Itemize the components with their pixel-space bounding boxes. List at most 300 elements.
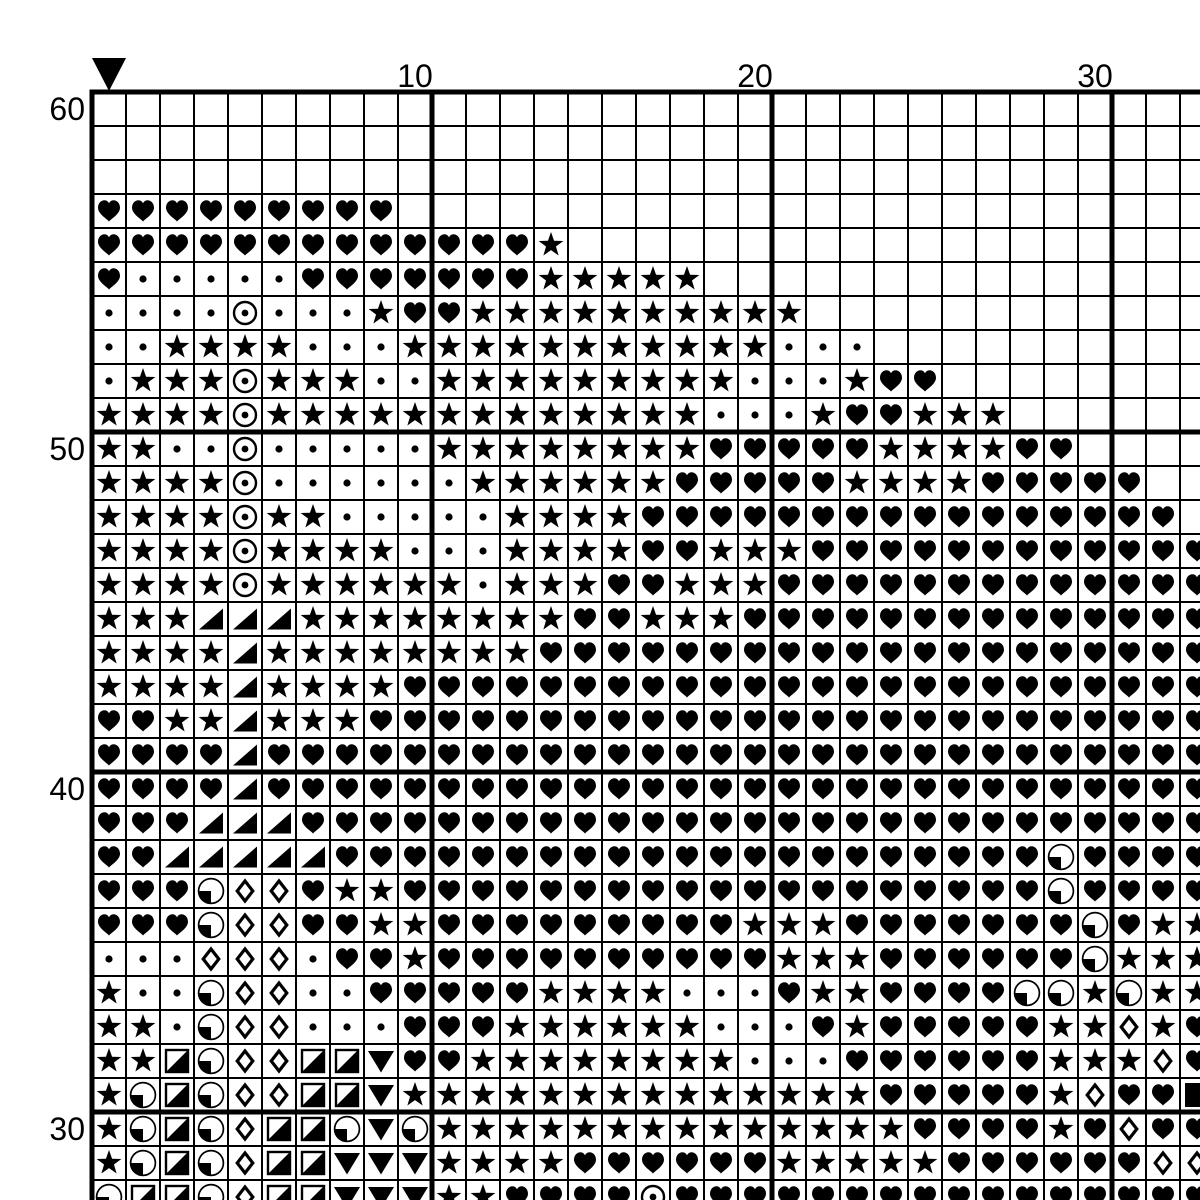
star-icon [335,878,360,902]
star-icon [199,538,224,562]
heart-icon [1050,948,1072,969]
heart-icon [370,710,392,731]
heart-icon [676,1152,698,1173]
heart-icon [880,608,902,629]
star-icon [471,1116,496,1140]
heart-icon [710,914,732,935]
star-icon [879,1150,904,1174]
circle-lower-left-quarter-icon [1049,981,1074,1006]
heart-icon [404,710,426,731]
heart-icon [1152,744,1174,765]
heart-icon [132,812,154,833]
star-icon [301,708,326,732]
lower-right-triangle-icon [199,813,223,834]
star-icon [369,912,394,936]
star-icon [267,538,292,562]
star-icon [403,402,428,426]
circle-lower-left-quarter-icon [1083,913,1108,938]
star-icon [811,402,836,426]
small-dot-icon [309,309,316,316]
heart-icon [166,234,188,255]
star-icon [641,1048,666,1072]
heart-icon [302,880,324,901]
down-triangle-icon [368,1119,394,1141]
star-icon [301,572,326,596]
heart-icon [1118,846,1140,867]
heart-icon [948,812,970,833]
circled-dot-icon [234,574,256,596]
star-icon [573,300,598,324]
star-icon [165,470,190,494]
star-icon [539,538,564,562]
star-icon [199,674,224,698]
star-icon [131,1014,156,1038]
heart-icon [438,676,460,697]
heart-icon [404,302,426,323]
heart-icon [812,812,834,833]
row-label: 40 [49,771,85,807]
heart-icon [914,778,936,799]
star-icon [1049,1014,1074,1038]
small-dot-icon [309,989,316,996]
small-dot-icon [105,343,112,350]
heart-icon [914,1186,936,1200]
heart-icon [846,506,868,527]
heart-icon [574,710,596,731]
heart-icon [948,676,970,697]
lower-right-triangle-icon [233,609,257,630]
star-icon [777,538,802,562]
star-icon [709,1048,734,1072]
heart-icon [370,812,392,833]
small-dot-icon [173,309,180,316]
star-icon [539,470,564,494]
star-icon [369,538,394,562]
heart-icon [1084,676,1106,697]
star-icon [675,1082,700,1106]
heart-icon [166,778,188,799]
heart-icon [574,1152,596,1173]
heart-icon [370,268,392,289]
star-icon [437,1150,462,1174]
small-dot-icon [751,377,758,384]
star-icon [675,436,700,460]
heart-icon [948,744,970,765]
heart-icon [1084,710,1106,731]
heart-icon [710,642,732,663]
heart-icon [132,778,154,799]
circled-dot-icon [234,506,256,528]
heart-icon [1118,608,1140,629]
heart-icon [1118,574,1140,595]
small-dot-icon [819,343,826,350]
heart-icon [608,710,630,731]
heart-icon [744,642,766,663]
heart-icon [1118,914,1140,935]
heart-icon [642,540,664,561]
heart-icon [1050,642,1072,663]
heart-icon [778,982,800,1003]
star-icon [471,300,496,324]
heart-icon [812,540,834,561]
heart-icon [982,1050,1004,1071]
star-icon [369,402,394,426]
star-icon [165,708,190,732]
star-icon [505,1116,530,1140]
heart-icon [166,744,188,765]
heart-icon [778,744,800,765]
diamond-outline-icon [1121,1119,1137,1139]
star-icon [743,912,768,936]
star-icon [743,1116,768,1140]
diamond-outline-icon [237,881,253,901]
heart-icon [710,948,732,969]
heart-icon [1152,1084,1174,1105]
star-icon [131,368,156,392]
diamond-outline-icon [237,915,253,935]
heart-icon [302,234,324,255]
star-icon [573,436,598,460]
heart-icon [472,880,494,901]
star-icon [743,538,768,562]
heart-icon [1186,1118,1200,1139]
star-icon [1117,946,1142,970]
heart-icon [812,1186,834,1200]
heart-icon [1016,812,1038,833]
heart-icon [98,812,120,833]
heart-icon [132,880,154,901]
heart-icon [710,880,732,901]
circled-dot-icon [234,302,256,324]
down-triangle-icon [368,1187,394,1200]
small-dot-icon [105,377,112,384]
heart-icon [982,710,1004,731]
star-icon [845,368,870,392]
heart-icon [608,574,630,595]
diamond-outline-icon [1189,1153,1200,1173]
star-icon [335,538,360,562]
heart-icon [166,812,188,833]
small-dot-icon [139,309,146,316]
star-icon [607,300,632,324]
heart-icon [676,914,698,935]
heart-icon [506,914,528,935]
star-icon [301,538,326,562]
star-icon [97,1048,122,1072]
heart-icon [778,880,800,901]
star-icon [505,606,530,630]
heart-icon [336,914,358,935]
heart-icon [1016,1016,1038,1037]
heart-icon [1186,1050,1200,1071]
small-dot-icon [139,989,146,996]
star-icon [335,606,360,630]
star-icon [505,402,530,426]
heart-icon [642,506,664,527]
heart-icon [540,642,562,663]
star-icon [845,1150,870,1174]
diamond-outline-icon [237,1187,253,1200]
heart-icon [1016,744,1038,765]
star-icon [437,402,462,426]
star-icon [471,606,496,630]
small-dot-icon [445,547,452,554]
diamond-outline-icon [271,1051,287,1071]
down-triangle-icon [334,1187,360,1200]
heart-icon [472,914,494,935]
heart-icon [1152,710,1174,731]
heart-icon [642,880,664,901]
heart-icon [540,880,562,901]
star-icon [437,1184,462,1200]
row-label: 30 [49,1111,85,1147]
heart-icon [812,472,834,493]
star-icon [437,640,462,664]
heart-icon [982,506,1004,527]
heart-icon [778,438,800,459]
heart-icon [404,234,426,255]
star-icon [131,606,156,630]
heart-icon [336,812,358,833]
star-icon [573,1014,598,1038]
small-dot-icon [139,275,146,282]
star-icon [403,572,428,596]
heart-icon [438,1016,460,1037]
heart-icon [744,710,766,731]
star-icon [573,334,598,358]
heart-icon [982,1118,1004,1139]
square-lower-right-half-icon [166,1118,188,1140]
star-icon [1151,946,1176,970]
heart-icon [234,234,256,255]
heart-icon [574,642,596,663]
star-icon [743,1082,768,1106]
heart-icon [404,778,426,799]
heart-icon [506,982,528,1003]
heart-icon [200,200,222,221]
heart-icon [1016,1186,1038,1200]
small-dot-icon [207,275,214,282]
heart-icon [914,948,936,969]
heart-icon [880,846,902,867]
star-icon [97,1150,122,1174]
star-icon [811,980,836,1004]
heart-icon [914,744,936,765]
heart-icon [1016,1084,1038,1105]
heart-icon [1152,540,1174,561]
star-icon [199,402,224,426]
circle-lower-left-quarter-icon [131,1151,156,1176]
square-lower-right-half-icon [268,1118,290,1140]
heart-icon [1050,778,1072,799]
heart-icon [98,880,120,901]
heart-icon [778,574,800,595]
star-icon [131,470,156,494]
star-icon [777,946,802,970]
heart-icon [438,268,460,289]
star-icon [879,470,904,494]
heart-icon [778,608,800,629]
heart-icon [574,778,596,799]
diamond-outline-icon [271,983,287,1003]
star-icon [505,470,530,494]
small-dot-icon [479,547,486,554]
heart-icon [812,778,834,799]
small-dot-icon [785,411,792,418]
star-icon [607,334,632,358]
heart-icon [438,914,460,935]
star-icon [641,470,666,494]
small-dot-icon [173,1023,180,1030]
heart-icon [1016,778,1038,799]
row-label: 60 [49,91,85,127]
small-dot-icon [717,989,724,996]
heart-icon [404,1016,426,1037]
star-icon [301,504,326,528]
heart-icon [914,642,936,663]
star-icon [403,912,428,936]
star-icon [1151,980,1176,1004]
heart-icon [404,744,426,765]
star-icon [573,1048,598,1072]
heart-icon [302,778,324,799]
lower-right-triangle-icon [233,779,257,800]
heart-icon [1186,642,1200,663]
small-dot-icon [377,445,384,452]
small-dot-icon [445,479,452,486]
diamond-outline-icon [271,1017,287,1037]
heart-icon [132,914,154,935]
diamond-outline-icon [237,1153,253,1173]
heart-icon [1084,472,1106,493]
center-marker [92,58,126,91]
heart-icon [1050,540,1072,561]
heart-icon [880,506,902,527]
star-icon [845,470,870,494]
star-icon [335,640,360,664]
star-icon [233,334,258,358]
heart-icon [370,234,392,255]
star-icon [335,402,360,426]
heart-icon [948,1186,970,1200]
heart-icon [846,676,868,697]
heart-icon [948,914,970,935]
heart-icon [880,1084,902,1105]
star-icon [131,572,156,596]
diamond-outline-icon [271,949,287,969]
star-icon [709,572,734,596]
heart-icon [880,370,902,391]
star-icon [199,470,224,494]
heart-icon [166,914,188,935]
heart-icon [710,1186,732,1200]
heart-icon [948,1084,970,1105]
star-icon [97,470,122,494]
heart-icon [880,1186,902,1200]
star-icon [131,436,156,460]
heart-icon [744,778,766,799]
star-icon [369,878,394,902]
heart-icon [744,1152,766,1173]
circle-lower-left-quarter-icon [199,1015,224,1040]
heart-icon [506,1186,528,1200]
star-icon [471,334,496,358]
small-dot-icon [377,377,384,384]
star-icon [471,1184,496,1200]
heart-icon [608,642,630,663]
heart-icon [1084,744,1106,765]
heart-icon [1050,506,1072,527]
heart-icon [676,812,698,833]
diamond-outline-icon [237,1017,253,1037]
heart-icon [540,812,562,833]
star-icon [539,402,564,426]
heart-icon [914,540,936,561]
heart-icon [1016,506,1038,527]
heart-icon [914,812,936,833]
heart-icon [1016,438,1038,459]
star-icon [437,572,462,596]
lower-right-triangle-icon [267,813,291,834]
star-icon [981,436,1006,460]
heart-icon [370,744,392,765]
heart-icon [1050,438,1072,459]
heart-icon [438,302,460,323]
heart-icon [98,744,120,765]
heart-icon [744,1186,766,1200]
circle-lower-left-quarter-icon [403,1117,428,1142]
star-icon [97,606,122,630]
lower-right-triangle-icon [233,813,257,834]
small-dot-icon [853,343,860,350]
heart-icon [98,268,120,289]
star-icon [165,334,190,358]
heart-icon [1084,778,1106,799]
heart-icon [472,948,494,969]
heart-icon [1118,1152,1140,1173]
heart-icon [1152,676,1174,697]
star-icon [505,538,530,562]
heart-icon [574,1186,596,1200]
square-lower-right-half-icon [302,1186,324,1200]
heart-icon [948,880,970,901]
heart-icon [574,914,596,935]
star-icon [607,538,632,562]
star-icon [573,980,598,1004]
heart-icon [506,778,528,799]
heart-icon [1084,642,1106,663]
heart-icon [1118,676,1140,697]
circle-lower-left-quarter-icon [97,1185,122,1200]
heart-icon [336,778,358,799]
heart-icon [1186,676,1200,697]
heart-icon [438,744,460,765]
heart-icon [744,744,766,765]
heart-icon [1084,1186,1106,1200]
star-icon [471,470,496,494]
heart-icon [1186,608,1200,629]
star-icon [811,1116,836,1140]
small-dot-icon [207,445,214,452]
star-icon [675,606,700,630]
star-icon [403,334,428,358]
small-dot-icon [377,513,384,520]
heart-icon [812,846,834,867]
heart-icon [880,880,902,901]
heart-icon [472,1016,494,1037]
heart-icon [642,642,664,663]
heart-icon [370,778,392,799]
